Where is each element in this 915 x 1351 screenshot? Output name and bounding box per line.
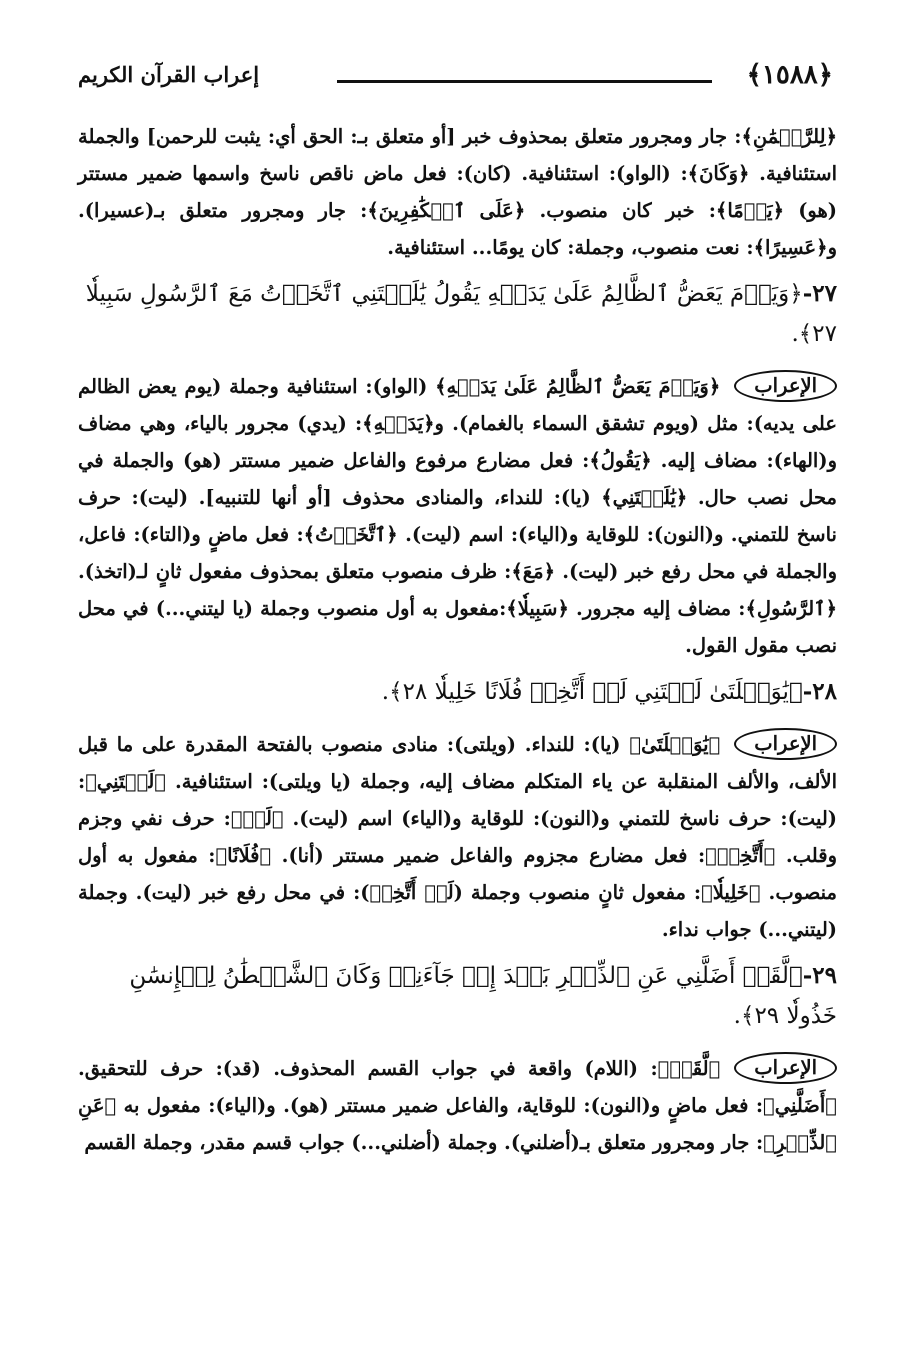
intro-paragraph: ﴿لِلرَّحۡمَٰنِ﴾: جار ومجرور متعلق بمحذوف خبر [أو متعلق بـ: الحق أي: يثبت للرحمن] والجملة استئنافية. ﴿وَكَانَ﴾: (الواو): استئنافية. (كان): فعل ماض ناقص ناسخ واسمها ضمير مستتر (هو) ﴿يَوۡمًا﴾: خبر كان منصوب. ﴿عَلَى ٱلۡكَٰفِرِينَ﴾: جار ومجرور متعلق بـ(عسيرا). و﴿عَسِيرًا﴾: نعت منصوب، وجملة: كان يومًا... استئنافية.	[78, 125, 837, 259]
verse-text: ﴿وَيَوۡمَ يَعَضُّ ٱلظَّالِمُ عَلَىٰ يَدَيۡهِ يَقُولُ يَٰلَيۡتَنِي ٱتَّخَذۡتُ مَعَ ٱلرَّسُولِ سَبِيلٗا ٢٧﴾.	[85, 281, 837, 347]
verse-number: ٢٧-	[802, 280, 837, 307]
verse-29	[78, 956, 837, 1036]
verse-27	[78, 274, 837, 354]
verse-text: ﴿يَٰوَيۡلَتَىٰ لَيۡتَنِي لَمۡ أَتَّخِذۡ فُلَانًا خَلِيلٗا ٢٨﴾.	[381, 679, 803, 705]
irab-paragraph: ﴿وَيَوۡمَ يَعَضُّ ٱلظَّالِمُ عَلَىٰ يَدَيۡهِ﴾ (الواو): استئنافية وجملة (يوم يعض الظالم على يديه): مثل (ويوم تشقق السماء بالغمام). و﴿يَدَيۡهِ﴾: (يدي) مجرور بالياء، وهي مضاف و(الهاء): مضاف إليه. ﴿يَقُولُ﴾: فعل مضارع مرفوع والفاعل ضمير مستتر (هو) والجملة في محل نصب حال. ﴿يَٰلَيۡتَنِي﴾ (يا): للنداء، والمنادى محذوف [أو أنها للتنبيه]. (ليت): حرف ناسخ للتمني. و(النون): للوقاية و(الياء): اسم (ليت). ﴿ٱتَّخَذۡتُ﴾: فعل ماضٍ و(التاء): فاعل، والجملة في محل رفع خبر (ليت). ﴿مَعَ﴾: ظرف منصوب متعلق بمحذوف مفعول ثانٍ لـ(اتخذ). ﴿ٱلرَّسُولِ﴾: مضاف إليه مجرور. ﴿سَبِيلٗا﴾:مفعول به أول منصوب وجملة (يا ليتني...) في محل نصب مقول القول.	[78, 375, 837, 657]
irab-label: الإعراب	[734, 1052, 837, 1084]
verse-number: ٢٨-	[802, 678, 837, 705]
verse-text: ﴿لَّقَدۡ أَضَلَّنِي عَنِ ٱلذِّكۡرِ بَعۡدَ إِذۡ جَآءَنِيۗ وَكَانَ ٱلشَّيۡطَٰنُ لِلۡإِنسَٰنِ خَذُولٗا ٢٩﴾.	[129, 963, 837, 1029]
header-rule	[337, 80, 712, 83]
irab-label: الإعراب	[734, 370, 837, 402]
verse-block-28	[78, 672, 837, 948]
page-body	[78, 118, 837, 1161]
verse-number: ٢٩-	[802, 962, 837, 989]
book-title: إعراب القرآن الكريم	[78, 62, 260, 87]
irab-paragraph: ﴿يَٰوَيۡلَتَىٰ﴾ (يا): للنداء. (ويلتى): منادى منصوب بالفتحة المقدرة على ما قبل الألف، والألف المنقلبة عن ياء المتكلم مضاف إليه، وجملة (يا ويلتى): استئنافية. ﴿لَيۡتَنِي﴾: (ليت): حرف ناسخ للتمني و(النون): للوقاية و(الياء) اسم (ليت). ﴿لَمۡ﴾: حرف نفي وجزم وقلب. ﴿أَتَّخِذۡ﴾: فعل مضارع مجزوم والفاعل ضمير مستتر (أنا). ﴿فُلَانًا﴾: مفعول به أول منصوب. ﴿خَلِيلٗا﴾: مفعول ثانٍ منصوب وجملة (لَمۡ أَتَّخِذۡ): في محل رفع خبر (ليت). وجملة (ليتني...) جواب نداء.	[78, 733, 837, 941]
irab-label: الإعراب	[734, 728, 837, 760]
verse-block-29	[78, 956, 837, 1161]
verse-block-27	[78, 274, 837, 664]
page-number: ﴿١٥٨٨﴾	[746, 60, 833, 90]
irab-paragraph: ﴿لَّقَدۡ﴾: (اللام) واقعة في جواب القسم المحذوف. (قد): حرف للتحقيق. ﴿أَضَلَّنِي﴾: فعل ماضٍ و(النون): للوقاية، والفاعل ضمير مستتر (هو). و(الياء): مفعول به ﴿عَنِ ٱلذِّكۡرِ﴾: جار ومجرور متعلق بـ(أضلني). وجملة (أضلني...) جواب قسم مقدر، وجملة القسم	[78, 1057, 837, 1154]
verse-28	[78, 672, 837, 712]
page-header	[78, 58, 837, 98]
